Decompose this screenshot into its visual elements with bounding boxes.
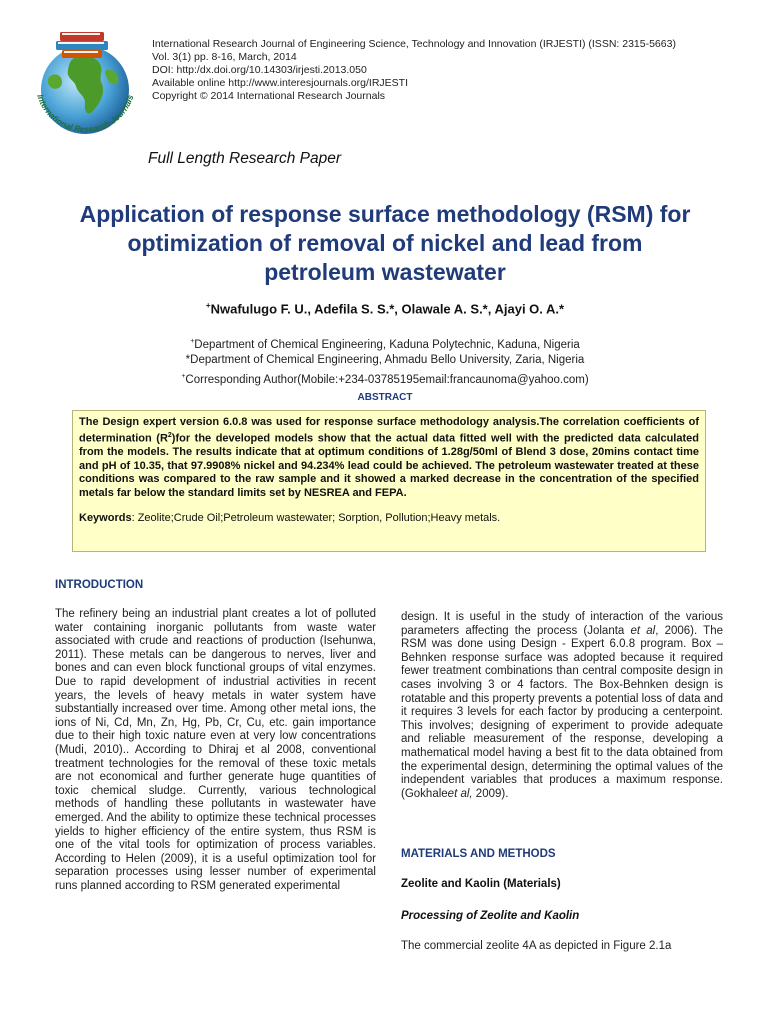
affiliations: [40, 334, 730, 388]
corresponding-author-line: +Corresponding Author(Mobile:+234-03785195email:francaunoma@yahoo.com): [181, 372, 589, 386]
author-names: Nwafulugo F. U., Adefila S. S.*, Olawale A. S.*, Ajayi O. A.*: [210, 301, 565, 317]
paper-title: [40, 200, 730, 287]
materials-methods-heading: MATERIALS AND METHODS: [401, 848, 556, 860]
affiliation-line: *Department of Chemical Engineering, Ahmadu Bello University, Zaria, Nigeria: [185, 354, 585, 367]
subheading-materials: Zeolite and Kaolin (Materials): [401, 878, 561, 890]
journal-name-line: International Research Journal of Engineering Science, Technology and Innovation (IRJESTI) (ISSN: 2315-5663): [152, 38, 676, 50]
copyright-line: Copyright © 2014 International Research Journals: [152, 90, 386, 102]
abstract-text: The Design expert version 6.0.8 was used for response surface methodology analysis.The correlation coefficients of determination $(R^2)for$ the developed models show that the actual data fitted well with the predicted data calculated from the models. The results indicate that at optimum conditions of 1.28g/50ml of Blend 3 dose, 20mins contact time and pH of 10.35, that 97.9908% nickel and 94.234% lead could be achieved. The petroleum wastewater treated at these conditions was compared to the raw sample and it showed a marked decrease in the concentration of the specified metals far below the standard limits set by NESREA and FEPA.: [79, 416, 699, 499]
affiliation-line: +Department of Chemical Engineering, Kaduna Polytechnic, Kaduna, Nigeria: [190, 338, 580, 351]
subheading-processing: Processing of Zeolite and Kaolin: [401, 910, 580, 922]
logo-text: International Research Journals: [35, 93, 136, 135]
title-line: petroleum wastewater: [264, 259, 506, 285]
title-line: Application of response surface methodology (RSM) for: [79, 201, 691, 227]
abstract-heading: ABSTRACT: [357, 392, 413, 403]
books-icon: [56, 32, 108, 58]
body-text-line: The commercial zeolite 4A as depicted in Figure 2.1a: [401, 940, 672, 952]
paper-type: Full Length Research Paper: [148, 150, 342, 167]
introduction-text: The refinery being an industrial plant creates a lot of polluted water containing inorganic pollutants from waste water associated with crude and reactions of production (Isehunwa, 2011). These metals can be dangerous to nerves, liver and bones and can even block functional groups of vital enzymes. Due to rapid development of industrial activities in recent years, the levels of heavy metals in water system have substantially increased over time. Among other metal ions, the ions of Ni, Cd, Mn, Zn, Hg, Pb, Cr, Cu, etc. gain importance due to their high toxic nature even at very low concentrations (Mudi, 2010).. According to Dhiraj et al 2008, conventional treatment technologies for the removal of these toxic metals are not economical and further generate huge quantities of toxic chemical sludge. Currently, various technological methods of handling these pollutants in wastewater have emerged. And the ability to optimize these technical processes yields to higher efficiency of the entire system, thus RSM is one of the vital tools for optimization of process variables. According to Helen (2009), it is a useful optimization tool for separation processes using lesser number of experimental runs planned according to RSM generated experimental: [55, 608, 376, 892]
online-line[interactable]: Available online http://www.interesjournals.org/IRJESTI: [152, 77, 409, 89]
author-marker: +: [205, 301, 211, 310]
title-line: optimization of removal of nickel and lead from: [127, 230, 643, 256]
keywords-label: Keywords: [79, 512, 132, 525]
right-column-text: design. It is useful in the study of interaction of the various parameters affecting the process (Jolanta et al, 2006). The RSM was done using Design - Expert 6.0.8 program. Box – Behnken response surface was adopted because it required fewer treatment combinations than central composite design in cases involving 3 or 4 factors. The Box-Behnken design is rotatable and this property prevents a potential loss of data and it requires 3 levels for each factor by producing a centerpoint. This involves; designing of experiment to provide adequate and reliable measurement of the response, developing a mathematical model having a best fit to the data obtained from the experimental design, determining the optimal values of the independent variables that produces a maximum response. (Gokhaleet al, 2009).: [401, 611, 723, 800]
author-list: [40, 301, 730, 316]
doi-line[interactable]: DOI: http:/dx.doi.org/10.14303/irjesti.2013.050: [152, 64, 367, 76]
abstract-box: [72, 410, 706, 552]
keywords-list: : Zeolite;Crude Oil;Petroleum wastewater; Sorption, Pollution;Heavy metals.: [131, 512, 501, 525]
introduction-heading: INTRODUCTION: [55, 579, 144, 591]
journal-info: [152, 38, 752, 103]
journal-logo: [22, 20, 150, 146]
keywords: [79, 512, 699, 524]
volume-line: Vol. 3(1) pp. 8-16, March, 2014: [152, 51, 297, 63]
